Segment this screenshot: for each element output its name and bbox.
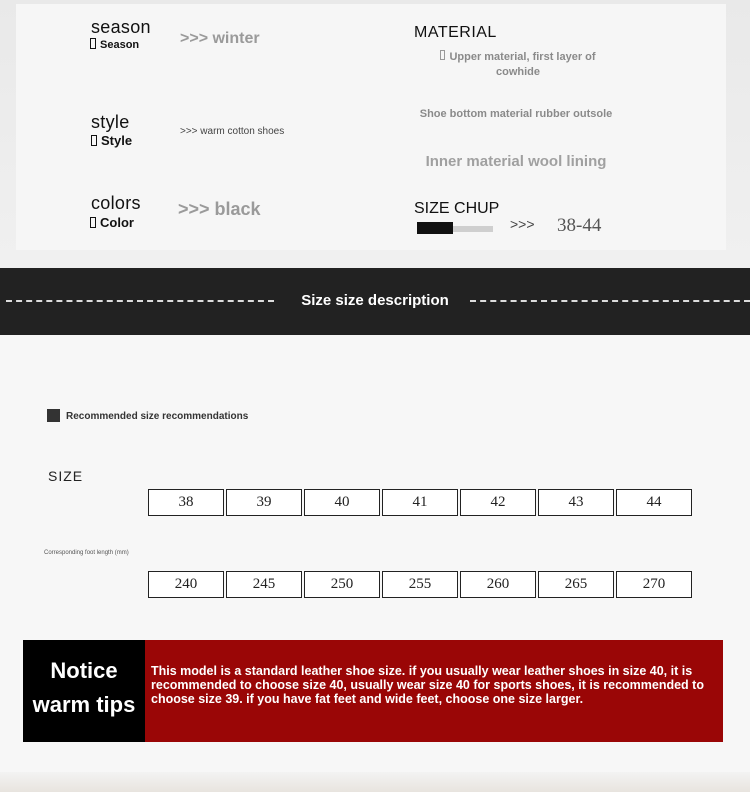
foot-length-cell: 255 bbox=[382, 571, 458, 598]
foot-length-label: Corresponding foot length (mm) bbox=[44, 550, 129, 556]
material-bottom: Shoe bottom material rubber outsole bbox=[419, 108, 613, 120]
size-arrow: >>> bbox=[510, 216, 535, 232]
colors-value: >>> black bbox=[178, 199, 261, 219]
recommended-heading bbox=[47, 409, 248, 422]
size-bar-decoration bbox=[417, 222, 453, 234]
box-icon bbox=[90, 38, 96, 49]
style-label: style bbox=[91, 112, 130, 132]
foot-length-cell: 270 bbox=[616, 571, 692, 598]
notice-subtitle: warm tips bbox=[32, 692, 136, 717]
colors-sublabel-text: Color bbox=[100, 215, 134, 230]
size-description-banner bbox=[0, 268, 750, 335]
size-cell: 44 bbox=[616, 489, 692, 516]
box-icon bbox=[440, 50, 445, 60]
box-icon bbox=[90, 217, 96, 228]
size-cell: 40 bbox=[304, 489, 380, 516]
size-range: 38-44 bbox=[557, 215, 602, 236]
colors-sublabel bbox=[90, 215, 134, 230]
season-sublabel-text: Season bbox=[100, 39, 140, 51]
size-bar-decoration-light bbox=[453, 226, 493, 232]
material-inner: Inner material wool lining bbox=[425, 153, 607, 170]
season-label: season bbox=[91, 17, 151, 37]
size-label: SIZE bbox=[48, 468, 84, 484]
notice-message-block bbox=[145, 640, 723, 742]
recommended-text: Recommended size recommendations bbox=[66, 411, 249, 422]
banner-title: Size size description bbox=[301, 292, 449, 309]
size-row bbox=[148, 489, 694, 516]
material-upper-text: Upper material, first layer of cowhide bbox=[449, 51, 596, 78]
season-value: >>> winter bbox=[180, 30, 260, 47]
foot-length-cell: 245 bbox=[226, 571, 302, 598]
season-sublabel bbox=[90, 38, 139, 51]
size-cell: 38 bbox=[148, 489, 224, 516]
size-cell: 43 bbox=[538, 489, 614, 516]
bottom-strip bbox=[0, 772, 750, 792]
box-icon bbox=[91, 135, 97, 146]
notice-message: This model is a standard leather shoe size. if you usually wear leather shoes in size 40, it is recommended to choose size 40, usually wear size 40 for sports shoes, it is recommended to choose size 39. if you have fat feet and wide feet, choose one size larger. bbox=[151, 664, 704, 706]
size-cell: 39 bbox=[226, 489, 302, 516]
dashed-divider-right bbox=[470, 300, 750, 302]
style-sublabel bbox=[91, 133, 132, 148]
material-upper bbox=[430, 50, 606, 80]
style-value: >>> warm cotton shoes bbox=[180, 126, 285, 137]
colors-label: colors bbox=[91, 193, 141, 213]
material-title: MATERIAL bbox=[414, 24, 497, 41]
notice-title: Notice bbox=[50, 658, 118, 683]
square-bullet-icon bbox=[47, 409, 60, 422]
foot-length-cell: 265 bbox=[538, 571, 614, 598]
style-sublabel-text: Style bbox=[101, 133, 133, 148]
size-cell: 42 bbox=[460, 489, 536, 516]
notice-box bbox=[23, 640, 723, 742]
foot-length-cell: 250 bbox=[304, 571, 380, 598]
foot-length-cell: 260 bbox=[460, 571, 536, 598]
size-chup-title: SIZE CHUP bbox=[414, 200, 500, 217]
foot-length-cell: 240 bbox=[148, 571, 224, 598]
size-cell: 41 bbox=[382, 489, 458, 516]
foot-length-row bbox=[148, 571, 694, 598]
notice-title-block bbox=[23, 640, 145, 742]
